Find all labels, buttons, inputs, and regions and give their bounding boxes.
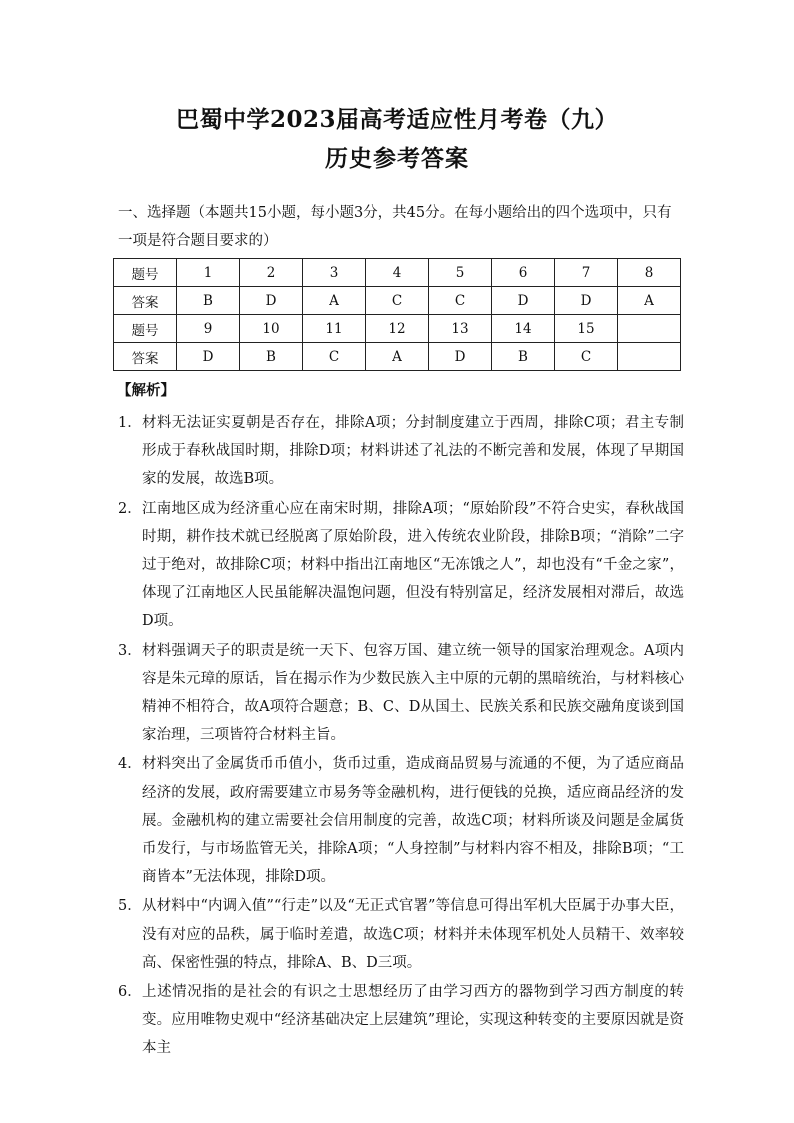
table-cell: 12 bbox=[366, 315, 429, 343]
table-cell: 7 bbox=[555, 259, 618, 287]
table-row bbox=[114, 343, 681, 371]
item-number: 2． bbox=[118, 500, 142, 517]
list-item bbox=[118, 892, 684, 977]
list-item bbox=[118, 495, 684, 636]
table-cell: 9 bbox=[177, 315, 240, 343]
row-label: 答案 bbox=[114, 343, 177, 371]
table-cell: D bbox=[177, 343, 240, 371]
item-number: 5． bbox=[118, 898, 142, 915]
table-cell: 10 bbox=[240, 315, 303, 343]
table-cell: 2 bbox=[240, 259, 303, 287]
row-label: 答案 bbox=[114, 287, 177, 315]
table-row bbox=[114, 287, 681, 315]
item-text: 材料无法证实夏朝是否存在，排除A项；分封制度建立于西周，排除C项；君主专制形成于春秋战国时期，排除D项；材料讲述了礼法的不断完善和发展，体现了早期国家的发展，故选B项。 bbox=[142, 415, 684, 488]
table-cell: 14 bbox=[492, 315, 555, 343]
table-cell: B bbox=[240, 343, 303, 371]
table-row bbox=[114, 315, 681, 343]
table-cell: D bbox=[240, 287, 303, 315]
table-cell: D bbox=[555, 287, 618, 315]
item-text: 上述情况指的是社会的有识之士思想经历了由学习西方的器物到学习西方制度的转变。应用唯物史观中“经济基础决定上层建筑”理论，实现这种转变的主要原因就是资本主 bbox=[142, 984, 684, 1057]
table-cell: B bbox=[492, 343, 555, 371]
table-cell: C bbox=[366, 287, 429, 315]
row-label: 题号 bbox=[114, 259, 177, 287]
table-cell: C bbox=[303, 343, 366, 371]
item-text: 江南地区成为经济重心应在南宋时期，排除A项；“原始阶段”不符合史实，春秋战国时期，耕作技术就已经脱离了原始阶段，进入传统农业阶段，排除B项；“消除”二字过于绝对，故排除C项；材料中指出江南地区“无冻饿之人”，却也没有“千金之家”，体现了江南地区人民虽能解决温饱问题，但没有特别富足，经济发展相对滞后，故选D项。 bbox=[142, 500, 684, 630]
list-item bbox=[118, 978, 684, 1063]
section-intro: 一、选择题（本题共15小题，每小题3分，共45分。在每小题给出的四个选项中，只有一项是符合题目要求的） bbox=[118, 205, 672, 249]
table-cell bbox=[618, 315, 681, 343]
document-title: 巴蜀中学2023届高考适应性月考卷（九） bbox=[175, 106, 618, 133]
item-number: 4． bbox=[118, 756, 142, 773]
list-item bbox=[118, 409, 684, 494]
table-cell: B bbox=[177, 287, 240, 315]
answer-table bbox=[113, 258, 681, 371]
row-label: 题号 bbox=[114, 315, 177, 343]
item-text: 从材料中“内调入值”“行走”以及“无正式官署”等信息可得出军机大臣属于办事大臣，没有对应的品秩，属于临时差遣，故选C项；材料并未体现军机处人员精干、效率较高、保密性强的特点，排除A、B、D三项。 bbox=[142, 898, 684, 971]
table-row bbox=[114, 259, 681, 287]
item-number: 6． bbox=[118, 984, 142, 1001]
table-cell: 6 bbox=[492, 259, 555, 287]
table-cell: A bbox=[366, 343, 429, 371]
document-subtitle: 历史参考答案 bbox=[325, 145, 469, 172]
table-cell: A bbox=[618, 287, 681, 315]
item-text: 材料强调天子的职责是统一天下、包容万国、建立统一领导的国家治理观念。A项内容是朱元璋的原话，旨在揭示作为少数民族入主中原的元朝的黑暗统治，与材料核心精神不相符合，故A项符合题意；B、C、D从国土、民族关系和民族交融角度谈到国家治理，三项皆符合材料主旨。 bbox=[142, 642, 684, 744]
table-cell bbox=[618, 343, 681, 371]
table-cell: 1 bbox=[177, 259, 240, 287]
list-item bbox=[118, 637, 684, 750]
table-cell: C bbox=[429, 287, 492, 315]
table-cell: C bbox=[555, 343, 618, 371]
item-number: 3． bbox=[118, 642, 142, 659]
table-cell: 11 bbox=[303, 315, 366, 343]
table-cell: 8 bbox=[618, 259, 681, 287]
table-cell: 4 bbox=[366, 259, 429, 287]
analysis-heading: 【解析】 bbox=[117, 382, 175, 399]
analysis-list bbox=[118, 409, 684, 1064]
table-cell: 3 bbox=[303, 259, 366, 287]
table-cell: D bbox=[429, 343, 492, 371]
table-cell: 13 bbox=[429, 315, 492, 343]
table-cell: D bbox=[492, 287, 555, 315]
list-item bbox=[118, 750, 684, 891]
table-cell: 5 bbox=[429, 259, 492, 287]
table-cell: A bbox=[303, 287, 366, 315]
table-cell: 15 bbox=[555, 315, 618, 343]
item-number: 1． bbox=[118, 415, 142, 431]
item-text: 材料突出了金属货币币值小，货币过重，造成商品贸易与流通的不便，为了适应商品经济的发展，政府需要建立市易务等金融机构，进行便钱的兑换，适应商品经济的发展。金融机构的建立需要社会信用制度的完善，故选C项；材料所谈及问题是金属货币发行，与市场监管无关，排除A项；“人身控制”与材料内容不相及，排除B项；“工商皆本”无法体现，排除D项。 bbox=[142, 756, 684, 886]
